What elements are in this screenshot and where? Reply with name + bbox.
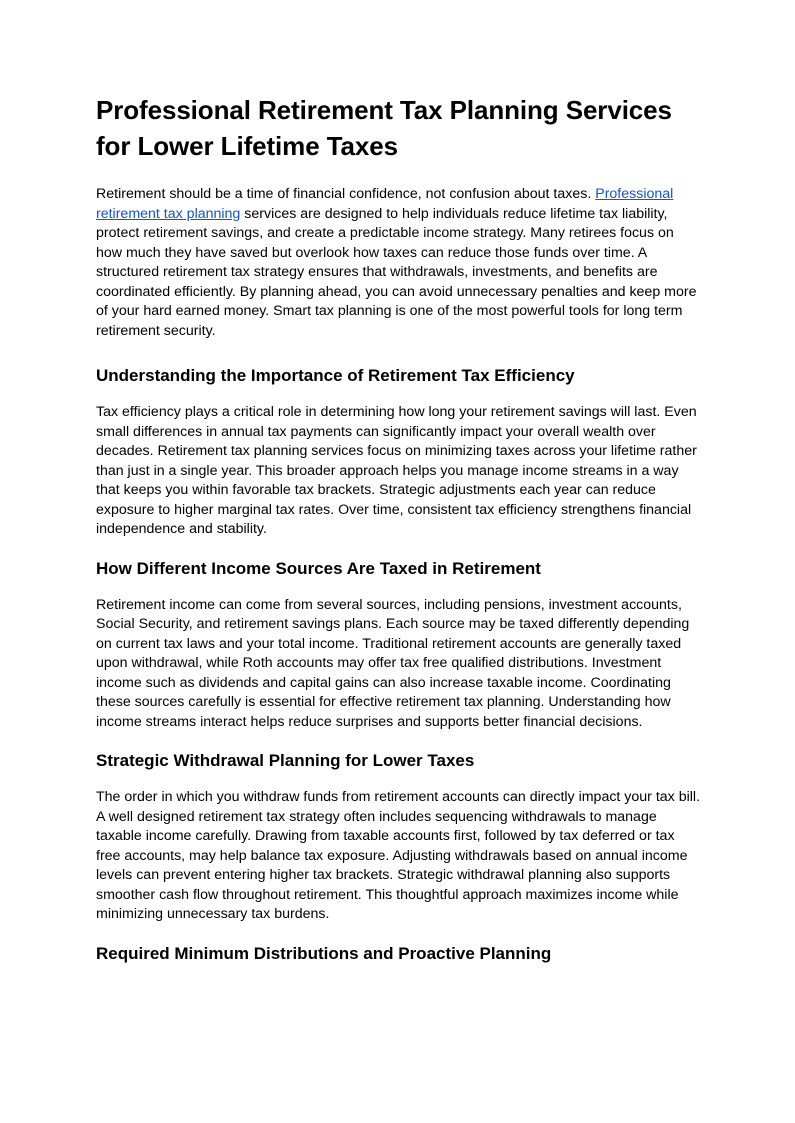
section-heading-income-sources: How Different Income Sources Are Taxed in Retirement xyxy=(96,558,541,578)
retirement-tax-planning-link[interactable]: Professional retirement tax planning xyxy=(96,186,674,222)
section-body-income-sources: Retirement income can come from several sources, including pensions, investment accounts, Social Security, and retirement savings plans. Each source may be taxed differently depending on current tax laws and your total income. Traditional retirement accounts are generally taxed upon withdrawal, while Roth accounts may offer tax free qualified distributions. Investment income such as dividends and capital gains can also increase taxable income. Coordinating these sources carefully is essential for effective retirement tax planning. Understanding how income streams interact helps reduce surprises and supports better financial decisions. xyxy=(96,596,690,730)
section-body-withdrawal-planning: The order in which you withdraw funds from retirement accounts can directly impact your tax bill. A well designed retirement tax strategy often includes sequencing withdrawals to manage taxable income carefully. Drawing from taxable accounts first, followed by tax deferred or tax free accounts, may help balance tax exposure. Adjusting withdrawals based on annual income levels can prevent entering higher tax brackets. Strategic withdrawal planning also supports smoother cash flow throughout retirement. This thoughtful approach maximizes income while minimizing unnecessary tax burdens. xyxy=(96,789,701,922)
section-heading-required-minimum-distributions: Required Minimum Distributions and Proactive Planning xyxy=(96,943,552,963)
intro-text-start: Retirement should be a time of financial confidence, not confusion about taxes. xyxy=(96,186,596,202)
intro-text-end: services are designed to help individuals reduce lifetime tax liability, protect retirement savings, and create a predictable income strategy. Many retirees focus on how much they have saved but overlook how taxes can reduce those funds over time. A structured retirement tax strategy ensures that withdrawals, investments, and benefits are coordinated efficiently. By planning ahead, you can avoid unnecessary penalties and keep more of your hard earned money. Smart tax planning is one of the most powerful tools for long term retirement security. xyxy=(96,205,697,339)
section-heading-withdrawal-planning: Strategic Withdrawal Planning for Lower Taxes xyxy=(96,751,475,770)
section-heading-tax-efficiency: Understanding the Importance of Retirement Tax Efficiency xyxy=(96,366,575,385)
section-body-tax-efficiency: Tax efficiency plays a critical role in determining how long your retirement savings will last. Even small differences in annual tax payments can significantly impact your overall wealth over decades. Retirement tax planning services focus on minimizing taxes across your lifetime rather than just in a single year. This broader approach helps you manage income streams in a way that keeps you within favorable tax brackets. Strategic adjustments each year can reduce exposure to higher marginal tax rates. Over time, consistent tax efficiency strengthens financial independence and stability. xyxy=(96,404,697,537)
document-page xyxy=(96,92,700,966)
page-title: Professional Retirement Tax Planning Services for Lower Lifetime Taxes xyxy=(96,95,672,161)
intro-paragraph xyxy=(96,185,700,341)
